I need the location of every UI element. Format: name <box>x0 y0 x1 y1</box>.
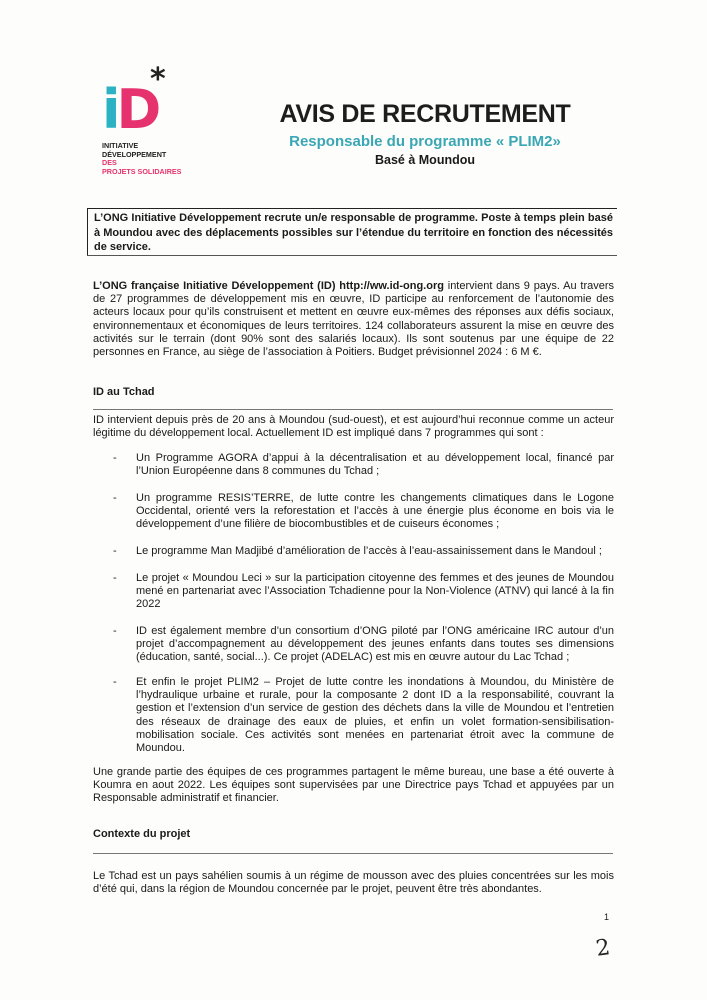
logo-line-1: INITIATIVE <box>102 141 139 150</box>
list-dash: - <box>113 452 117 464</box>
list-item <box>113 452 614 478</box>
list-item <box>113 625 614 665</box>
section-divider <box>93 409 613 410</box>
organization-logo <box>100 62 220 188</box>
section-divider <box>93 853 613 854</box>
list-dash: - <box>113 492 117 504</box>
list-item <box>113 572 614 612</box>
list-dash: - <box>113 625 117 637</box>
logo-line-4: PROJETS SOLIDAIRES <box>102 166 182 176</box>
handwritten-page-mark: 2 <box>594 935 612 962</box>
logo-line-2: DÉVELOPPEMENT <box>102 149 167 159</box>
logo-letter-d: D <box>116 78 158 141</box>
list-item <box>113 676 614 755</box>
list-item <box>113 492 614 532</box>
list-item-text: ID est également membre d’un consortium d’ONG piloté par l’ONG américaine IRC autour d’un projet d’accompagnement au développement des jeunes enfants dans toutes ses dimensions (éducation, santé, social...). Ce projet (ADELAC) est mis en œuvre autour du Lac Tchad ; <box>136 625 614 664</box>
intro-box: L’ONG Initiative Développement recrute un/e responsable de programme. Poste à temps plein basé à Moundou avec des déplacements possibles sur l’étendue du territoire en fonction des nécessités de service. <box>87 208 617 256</box>
tchad-closing-paragraph: Une grande partie des équipes de ces programmes partagent le même bureau, une base a été ouverte à Koumra en aout 2022. Les équipes sont supervisées par une Directrice pays Tchad et appuyées par un Responsable administratif et financier. <box>93 766 614 805</box>
list-item-text: Le projet « Moundou Leci » sur la participation citoyenne des femmes et des jeunes de Moundou mené en partenariat avec l’Association Tchadienne pour la Non-Violence (ATNV) qui lancé à la fin 2022 <box>136 572 614 611</box>
position-subtitle: Responsable du programme « PLIM2» <box>289 133 561 150</box>
list-dash: - <box>113 545 117 557</box>
page-number: 1 <box>604 912 610 922</box>
context-paragraph: Le Tchad est un pays sahélien soumis à un régime de mousson avec des pluies concentrées sur les mois d’été qui, dans la région de Moundou concernée par le projet, peuvent être très abondantes. <box>93 870 614 896</box>
list-dash: - <box>113 676 117 688</box>
list-item-text: Un programme RESIS’TERRE, de lutte contre les changements climatiques dans le Logone Occidental, orienté vers la reforestation et l’accès à une énergie plus économe en bois via le développement d’une filière de biocombustibles et de cuiseurs économes ; <box>136 492 614 531</box>
logo-line-3: DES <box>102 158 117 168</box>
about-paragraph <box>93 280 614 359</box>
section-heading-context: Contexte du projet <box>93 828 191 840</box>
logo-letter-i: i <box>102 78 117 141</box>
intro-box-underline <box>87 255 617 256</box>
about-lead: L’ONG française Initiative Développement (ID) http://ww.id-ong.org <box>93 280 444 292</box>
about-text: intervient dans 9 pays. Au travers de 27 programmes de développement mis en œuvre, ID participe au renforcement de l’autonomie des acteurs locaux pour qu’ils construisent et mettent en œuvre eux-mêmes des réponses aux défis sociaux, environnementaux et économiques de leurs territoires. 124 collaborateurs assurent la mise en œuvre des activités sur le terrain (dont 90% sont des salariés locaux). Ils sont soutenus par une équipe de 22 personnes en France, au siège de l’association à Poitiers. Budget prévisionnel 2024 : 6 M €. <box>93 280 615 359</box>
list-item-text: Le programme Man Madjibé d’amélioration de l’accès à l’eau-assainissement dans le Mandoul ; <box>136 545 602 557</box>
logo-wordmark <box>102 142 181 176</box>
list-item-text: Un Programme AGORA d’appui à la décentralisation et au développement local, financé par l’Union Européenne dans 8 communes du Tchad ; <box>136 452 614 478</box>
list-item-text: Et enfin le projet PLIM2 – Projet de lutte contre les inondations à Moundou, du Ministère de l’hydraulique urbaine et rurale, pour la composante 2 dont ID a la responsabilité, couvrant la gestion et l’extension d’un service de gestion des déchets dans la ville de Moundou et l’entretien des réseaux de drainage des eaux de pluies, et enfin un volet formation-sensibilisation-mobilisation sociale. Ces activités sont menées en partenariat étroit avec la commune de Moundou. <box>136 676 614 755</box>
section-heading-tchad: ID au Tchad <box>93 386 155 398</box>
position-location: Basé à Moundou <box>374 153 475 167</box>
list-item <box>113 545 614 558</box>
tchad-intro-paragraph: ID intervient depuis près de 20 ans à Moundou (sud-ouest), et est aujourd’hui reconnue comme un acteur légitime du développement local. Actuellement ID est impliqué dans 7 programmes qui sont : <box>93 414 614 440</box>
document-title: AVIS DE RECRUTEMENT <box>279 100 571 128</box>
list-dash: - <box>113 572 117 584</box>
logo-star-icon: * <box>150 62 166 97</box>
